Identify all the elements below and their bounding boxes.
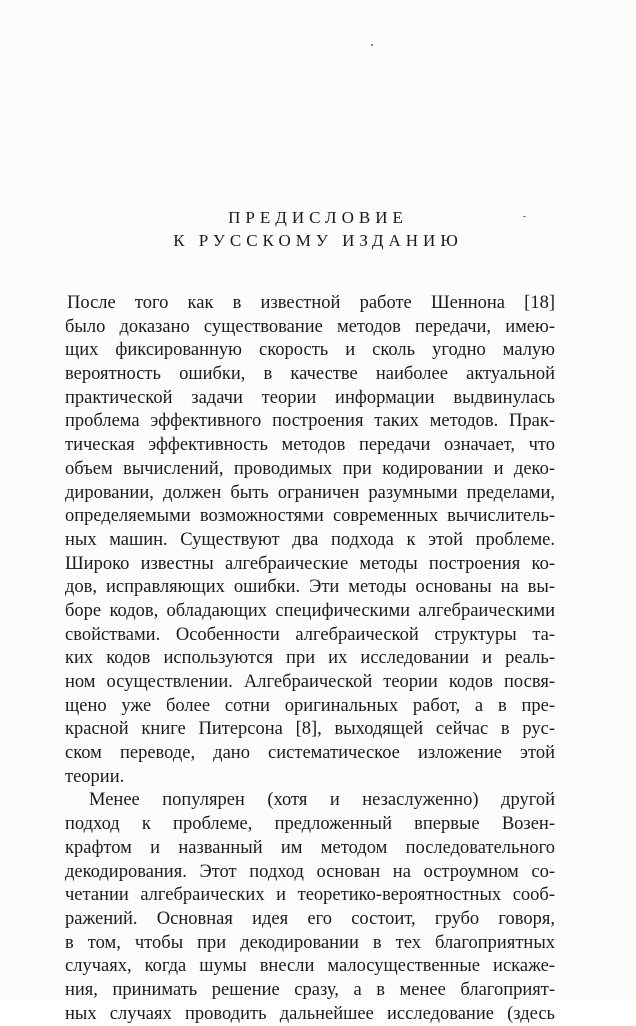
text-line: проблема эффективного построения таких методов. Прак- xyxy=(65,411,555,432)
preface-heading xyxy=(0,206,636,252)
text-line: красной книге Питерсона [8], выходящей сейчас в рус- xyxy=(65,719,555,740)
text-line: ных случаях проводить дальнейшее исследование (здесь xyxy=(65,1003,555,1024)
text-line: дов, исправляющих ошибки. Эти методы основаны на вы- xyxy=(65,577,555,598)
text-line: Широко известны алгебраические методы построения ко- xyxy=(65,553,555,574)
text-line: ском переводе, дано систематическое изложение этой xyxy=(65,743,555,764)
text-line: тическая эффективность методов передачи означает, что xyxy=(65,435,555,456)
heading-line-1: ПРЕДИСЛОВИЕ xyxy=(228,208,408,227)
text-line: свойствами. Особенности алгебраической структуры та- xyxy=(65,624,555,645)
text-line: определяемыми возможностями современных вычислитель- xyxy=(65,506,555,527)
print-speck xyxy=(371,44,373,46)
text-line: теории. xyxy=(65,766,125,787)
text-line: ражений. Основная идея его состоит, грубо говоря, xyxy=(65,908,555,929)
heading-line-2: К РУССКОМУ ИЗДАНИЮ xyxy=(173,231,463,250)
text-line: вероятность ошибки, в качестве наиболее актуальной xyxy=(65,364,555,385)
text-line: объем вычислений, проводимых при кодировании и деко- xyxy=(65,458,555,479)
text-line: После того как в известной работе Шеннона [18] xyxy=(67,293,555,313)
text-line: четании алгебраических и теоретико-вероятностных сооб- xyxy=(65,885,555,906)
text-line: ния, принимать решение сразу, а в менее благоприят- xyxy=(65,979,555,1000)
text-line: случаях, когда шумы внесли малосущественные искаже- xyxy=(65,956,555,977)
text-line: ном осуществлении. Алгебраической теории кодов посвя- xyxy=(65,672,555,692)
text-line: дировании, должен быть ограничен разумными пределами, xyxy=(65,482,555,503)
text-line: подход к проблеме, предложенный впервые Возен- xyxy=(65,814,555,835)
body-text xyxy=(65,292,555,1026)
text-line: практической задачи теории информации выдвинулась xyxy=(65,387,555,408)
text-line: декодирования. Этот подход основан на остроумном со- xyxy=(65,861,555,882)
text-line: ких кодов используются при их исследовании и реаль- xyxy=(65,648,555,669)
text-line: боре кодов, обладающих специфическими алгебраическими xyxy=(65,600,555,621)
text-line: было доказано существование методов передачи, имею- xyxy=(65,316,555,337)
text-line: Менее популярен (хотя и незаслуженно) другой xyxy=(89,790,555,811)
text-line: щено уже более сотни оригинальных работ, а в пре- xyxy=(65,695,555,716)
text-line: щих фиксированную скорость и сколь угодно малую xyxy=(65,340,555,361)
text-line: ных машин. Существуют два подхода к этой проблеме. xyxy=(65,529,555,550)
text-line: в том, чтобы при декодировании в тех благоприятных xyxy=(65,932,555,953)
text-line: крафтом и названный им методом последовательного xyxy=(65,837,555,858)
